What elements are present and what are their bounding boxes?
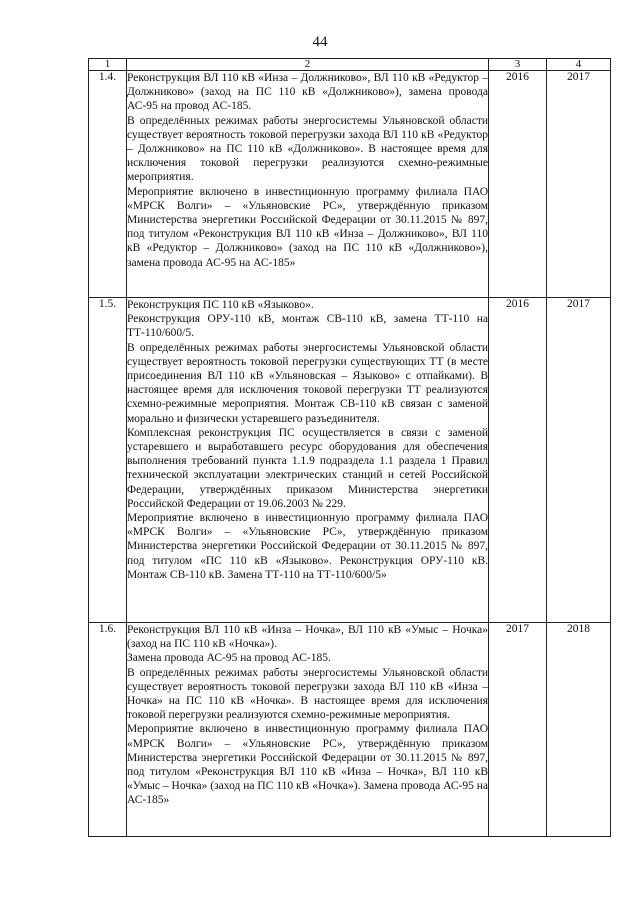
table-row: [89, 623, 611, 837]
start-year: 2017: [489, 623, 547, 837]
header-cell: 3: [489, 59, 547, 71]
row-number: 1.4.: [89, 71, 127, 298]
end-year: 2017: [547, 298, 611, 623]
investment-table: [88, 58, 611, 837]
row-number: 1.5.: [89, 298, 127, 623]
description-paragraph: Реконструкция ОРУ-110 кВ, монтаж СВ-110 кВ, замена ТТ-110 на ТТ-110/600/5.: [127, 313, 488, 340]
table-header-row: [89, 59, 611, 71]
description-paragraph: Реконструкция ПС 110 кВ «Языково».: [127, 299, 314, 311]
header-cell: 4: [547, 59, 611, 71]
start-year: 2016: [489, 71, 547, 298]
start-year: 2016: [489, 298, 547, 623]
end-year: 2017: [547, 71, 611, 298]
header-cell: 1: [89, 59, 127, 71]
row-description: [127, 623, 489, 837]
row-description: [127, 71, 489, 298]
description-paragraph: Реконструкция ВЛ 110 кВ «Инза – Должниково», ВЛ 110 кВ «Редуктор – Должниково» (заход на ПС 110 кВ «Должниково»), замена провода АС-95 на провод АС-185.: [127, 72, 488, 113]
description-paragraph: Реконструкция ВЛ 110 кВ «Инза – Ночка», ВЛ 110 кВ «Умыс – Ночка» (заход на ПС 110 кВ «Ночка»).: [127, 624, 488, 651]
description-paragraph: Мероприятие включено в инвестиционную программу филиала ПАО «МРСК Волги» – «Ульяновские РС», утверждённую приказом Министерства энергетики Российской Федерации от 30.11.2015 № 897, под титулом «Реконструкция ВЛ 110 кВ «Инза – Ночка», ВЛ 110 кВ «Умыс – Ночка» (заход на ПС 110 кВ «Ночка»). Замена провода АС-95 на АС-185»: [127, 723, 488, 807]
header-cell: 2: [127, 59, 489, 71]
description-paragraph: Мероприятие включено в инвестиционную программу филиала ПАО «МРСК Волги» – «Ульяновские РС», утверждённую приказом Министерства энергетики Российской Федерации от 30.11.2015 № 897, под титулом «Реконструкция ВЛ 110 кВ «Инза – Должниково», ВЛ 110 кВ «Редуктор – Должниково» (заход на ПС 110 кВ «Должниково»), замена провода АС-95 на АС-185»: [127, 185, 488, 269]
page-number: 44: [312, 34, 328, 50]
description-paragraph: В определённых режимах работы энергосистемы Ульяновской области существует вероятность токовой перегрузки захода ВЛ 110 кВ «Инза – Ночка» на ПС 110 кВ «Ночка». В настоящее время для исключения токовой перегрузки реализуются схемно-режимные мероприятия.: [127, 666, 488, 722]
row-number: 1.6.: [89, 623, 127, 837]
description-paragraph: В определённых режимах работы энергосистемы Ульяновской области существует вероятность токовой перегрузки существующих ТТ (в месте присоединения ВЛ 110 кВ «Ульяновская – Языково» с отпайками). В настоящее время для исключения токовой перегрузки ТТ реализуются схемно-режимные мероприятия. Монтаж СВ-110 кВ связан с заменой морально и физически устаревшего разъединителя.: [127, 341, 488, 425]
description-paragraph: Мероприятие включено в инвестиционную программу филиала ПАО «МРСК Волги» – «Ульяновские РС», утверждённую приказом Министерства энергетики Российской Федерации от 30.11.2015 № 897, под титулом «ПС 110 кВ «Языково». Реконструкция ОРУ-110 кВ. Монтаж СВ-110 кВ. Замена ТТ-110 на ТТ-110/600/5»: [127, 512, 488, 581]
end-year: 2018: [547, 623, 611, 837]
description-paragraph: В определённых режимах работы энергосистемы Ульяновской области существует вероятность токовой перегрузки захода ВЛ 110 кВ «Редуктор – Должниково» на ПС 110 кВ «Должниково». В настоящее время для исключения токовой перегрузки реализуются схемно-режимные мероприятия.: [127, 114, 488, 184]
row-description: [127, 298, 489, 623]
table-row: [89, 298, 611, 623]
description-paragraph: Замена провода АС-95 на провод АС-185.: [127, 652, 331, 665]
table-row: [89, 71, 611, 298]
description-paragraph: Комплексная реконструкция ПС осуществляется в связи с заменой устаревшего и выработавшего ресурс оборудования для обеспечения выполнения требований пункта 1.1.9 подраздела 1.1 раздела 1 Правил технической эксплуатации электрических станций и сетей Российской Федерации, утверждённых приказом Министерства энергетики Российской Федерации от 19.06.2003 № 229.: [127, 426, 488, 510]
